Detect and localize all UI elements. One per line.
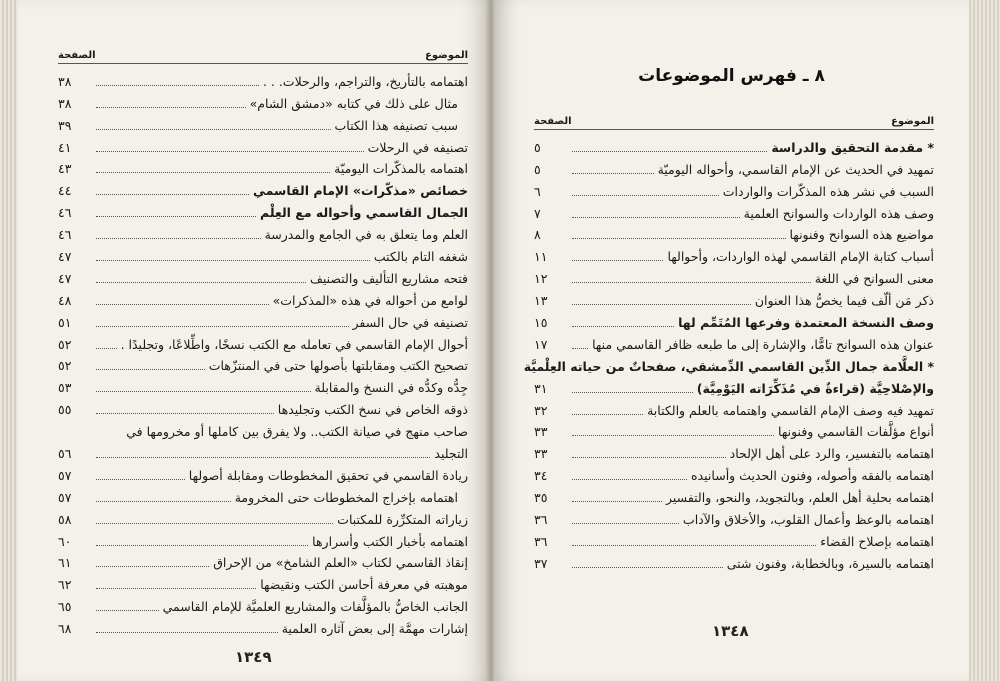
toc-entry: [58, 396, 468, 418]
toc-entry: [58, 528, 468, 550]
dot-leader: [96, 216, 256, 217]
toc-entry-title: زياراته المتكرِّرة للمكتبات: [337, 511, 468, 527]
toc-entry-title: اهتمامه بالتفسير، والرد على أهل الإلحاد: [729, 446, 934, 462]
toc-entry: [58, 68, 468, 90]
toc-entry: [534, 484, 934, 506]
dot-leader: [572, 282, 811, 283]
toc-entry: [534, 550, 934, 572]
toc-entry: [58, 265, 468, 287]
toc-entry: [58, 462, 468, 484]
dot-leader: [572, 435, 774, 436]
header-page: الصفحة: [58, 50, 96, 61]
toc-entry-title: اهتمامه بالوعظ وأعمال القلوب، والأخلاق والآداب: [682, 512, 934, 528]
dot-leader: [572, 151, 767, 152]
dot-leader: [96, 369, 205, 370]
toc-entry: [534, 309, 934, 331]
toc-entry: [58, 615, 468, 637]
toc-entry-page: ٦: [534, 183, 541, 199]
toc-entry-page: ٣٤: [534, 468, 548, 484]
toc-entry-title: تصحيح الكتب ومقابلتها بأصولها حتى في المنتزّهات: [208, 358, 468, 374]
toc-entry-title: فتحه مشاريع التأليف والتصنيف: [309, 270, 468, 286]
toc-rows: [523, 134, 934, 572]
toc-entry-page: ٣٧: [534, 555, 548, 571]
toc-entry-title: تمهيد فيه وصف الإمام القاسمي واهتمامه بالعلم والكتابة: [647, 402, 934, 418]
toc-entry-title: مثال على ذلك في كتابه «دمشق الشام»: [249, 95, 458, 111]
toc-entry-page: ١٢: [534, 271, 548, 287]
toc-entry: [534, 287, 934, 309]
dot-leader: [572, 479, 687, 480]
toc-entry: [534, 222, 934, 244]
dot-leader: [96, 523, 333, 524]
toc-entry-page: ١١: [534, 249, 548, 265]
toc-entry-page: ٣٣: [534, 446, 548, 462]
toc-entry-title: تصنيفه في حال السفر: [352, 314, 468, 330]
toc-entry-title: صاحب منهج في صيانة الكتب.. ولا يفرق بين كاملها أو مخرومها في: [126, 424, 468, 440]
dot-leader: [572, 260, 663, 261]
dot-leader: [572, 173, 654, 174]
dot-leader: [96, 304, 269, 305]
toc-entry-title: اهتمامه بإصلاح القضاء: [820, 533, 934, 549]
toc-entry-page: ٣٨: [58, 95, 72, 111]
toc-entry-page: ٦٠: [58, 533, 72, 549]
dot-leader: [572, 392, 693, 393]
toc-entry-title: سبب تصنيفه هذا الكتاب: [334, 117, 458, 133]
toc-entry-page: ٦١: [58, 555, 72, 571]
toc-entry-title: إنقاذ القاسمي لكتاب «العلم الشامخ» من الإحراق: [213, 555, 468, 571]
toc-entry-page: ٤٣: [58, 161, 72, 177]
dot-leader: [96, 129, 331, 130]
toc-rows: [58, 68, 468, 637]
toc-entry-title: إشارات مهمَّة إلى بعض آثاره العلمية: [281, 621, 468, 637]
dot-leader: [572, 414, 643, 415]
toc-entry-page: ٤٤: [58, 183, 72, 199]
toc-entry: [534, 331, 934, 353]
toc-entry-page: ٦٥: [58, 599, 72, 615]
toc-entry: [58, 156, 468, 178]
toc-entry-page: ٥٦: [58, 446, 72, 462]
toc-entry-page: ٦٢: [58, 577, 72, 593]
toc-entry-title: العلم وما يتعلق به في الجامع والمدرسة: [264, 227, 468, 243]
toc-entry-page: ٤١: [58, 139, 72, 155]
toc-entry: [58, 243, 468, 265]
header-topic: الموضوع: [891, 116, 934, 127]
toc-entry: [58, 199, 468, 221]
dot-leader: [96, 566, 209, 567]
toc-entry-title: السبب في نشر هذه المذكّرات والواردات: [722, 183, 934, 199]
page-edges-right: [969, 0, 1000, 681]
toc-entry-page: ٤٦: [58, 205, 72, 221]
toc-entry-title: وصف هذه الواردات والسوانح العلمية: [743, 205, 934, 221]
toc-entry: [534, 178, 934, 200]
toc-entry: [534, 397, 934, 419]
toc-entry-page: ٣٢: [534, 402, 548, 418]
dot-leader: [96, 457, 430, 458]
dot-leader: [572, 217, 740, 218]
toc-entry-page: ٥: [534, 139, 541, 155]
toc-entry-title: خصائص «مذكّرات» الإمام القاسمي: [253, 183, 468, 199]
toc-entry: [58, 331, 468, 353]
dot-leader: [96, 151, 364, 152]
toc-entry: [58, 112, 468, 134]
toc-entry: [58, 593, 468, 615]
toc-entry-title: اهتمامه بالتأريخ، والتراجم، والرحلات. . .: [262, 73, 468, 89]
toc-entry-title: اهتمامه بالسيرة، وبالخطابة، وفنون شتى: [726, 555, 934, 571]
dot-leader: [96, 348, 117, 349]
toc-entry-title: اهتمامه بالفقه وأصوله، وفنون الحديث وأسانيده: [691, 468, 934, 484]
toc-entry-title: شغفه التام بالكتب: [373, 249, 468, 265]
toc-entry: [534, 419, 934, 441]
toc-entry-page: ١٥: [534, 315, 548, 331]
dot-leader: [572, 348, 588, 349]
toc-entry: [58, 506, 468, 528]
toc-entry: [58, 177, 468, 199]
header-topic: الموضوع: [425, 50, 468, 61]
toc-entry-title: تصنيفه في الرحلات: [367, 139, 468, 155]
toc-entry-title: عنوان هذه السوانح تامًّا، والإشارة إلى ما طبعه ظافر القاسمي منها: [592, 336, 934, 352]
dot-leader: [96, 282, 306, 283]
toc-entry-title: اهتمامه بحلية أهل العلم، وبالتجويد، والنحو، والتفسير: [666, 490, 934, 506]
left-page: [18, 0, 488, 681]
page-number: ١٣٤٩: [235, 648, 272, 666]
toc-entry: [58, 418, 468, 440]
toc-entry-page: ٧: [534, 205, 541, 221]
toc-entry-title: التجليد: [434, 446, 468, 462]
dot-leader: [96, 632, 278, 633]
dot-leader: [96, 610, 159, 611]
dot-leader: [96, 391, 311, 392]
toc-entry-page: ٣٥: [534, 490, 548, 506]
toc-entry-title: أسباب كتابة الإمام القاسمي لهذه الواردات، وأحوالها: [667, 249, 934, 265]
toc-entry-title: ذوقه الخاص في نسخ الكتب وتجليدها: [277, 402, 468, 418]
toc-entry-title: الجمال القاسمي وأحواله مع العِلْم: [260, 205, 468, 221]
toc-entry-title: جِدُّه وكدُّه في النسخ والمقابلة: [314, 380, 468, 396]
dot-leader: [96, 260, 370, 261]
dot-leader: [96, 107, 246, 108]
toc-entry: [58, 374, 468, 396]
left-toc: [58, 50, 468, 637]
dot-leader: [572, 523, 679, 524]
toc-entry-page: ٥٨: [58, 511, 72, 527]
toc-entry: [58, 571, 468, 593]
toc-entry: [534, 134, 934, 156]
toc-entry: [534, 156, 934, 178]
toc-entry: [534, 200, 934, 222]
toc-entry-title: أنواع مؤلَّفات القاسمي وفنونها: [778, 424, 934, 440]
dot-leader: [572, 501, 662, 502]
toc-entry-page: ٥٣: [58, 380, 72, 396]
toc-entry-page: ٣٦: [534, 512, 548, 528]
toc-entry-title: اهتمامه بأخبار الكتب وأسرارها: [312, 533, 468, 549]
toc-entry-page: ٦٨: [58, 621, 72, 637]
toc-header: [534, 116, 934, 130]
dot-leader: [96, 238, 261, 239]
toc-entry-page: ٤٧: [58, 249, 72, 265]
toc-entry-page: ٥: [534, 161, 541, 177]
toc-entry-title: * مقدمة التحقيق والدراسة: [771, 139, 934, 155]
dot-leader: [96, 588, 256, 589]
dot-leader: [96, 479, 185, 480]
toc-entry-page: ١٧: [534, 336, 548, 352]
toc-entry-title: اهتمامه بإخراج المخطوطات حتى المخرومة: [234, 489, 458, 505]
toc-entry: [534, 243, 934, 265]
dot-leader: [572, 326, 674, 327]
toc-entry: [58, 134, 468, 156]
toc-entry-title: ذكر مَن ألّف فيما يخصُّ هذا العنوان: [754, 293, 934, 309]
toc-entry: [58, 221, 468, 243]
toc-entry: [534, 440, 934, 462]
toc-entry: [534, 506, 934, 528]
toc-entry: [58, 353, 468, 375]
toc-entry-page: ٤٦: [58, 227, 72, 243]
toc-entry-page: ٥١: [58, 314, 72, 330]
toc-entry-title: * العلَّامة جمال الدِّين القاسمي الدِّمشقي، صفحاتٌ من حياته العِلْميَّة: [523, 358, 934, 374]
page-edges-left: [0, 0, 18, 681]
dot-leader: [96, 326, 349, 327]
dot-leader: [572, 567, 723, 568]
toc-header: [58, 50, 468, 64]
page-title: ٨ ـ فهرس الموضوعات: [638, 66, 825, 86]
toc-entry: [534, 462, 934, 484]
toc-entry-title: أحوال الإمام القاسمي في تعامله مع الكتب نسخًا، واطِّلاعًا، وتجليدًا .: [120, 336, 468, 352]
dot-leader: [96, 194, 249, 195]
toc-entry-title: معنى السوانح في اللغة: [814, 271, 934, 287]
toc-entry-title: وصف النسخة المعتمدة وفرعها المُتَمِّم لها: [678, 315, 934, 331]
dot-leader: [572, 304, 751, 305]
toc-entry: [58, 440, 468, 462]
toc-entry: [58, 287, 468, 309]
toc-entry-page: ٣٣: [534, 424, 548, 440]
toc-entry-title: ريادة القاسمي في تحقيق المخطوطات ومقابلة أصولها: [188, 467, 468, 483]
toc-entry-page: ٥٧: [58, 489, 72, 505]
right-toc: [523, 116, 934, 572]
toc-entry: [58, 550, 468, 572]
toc-entry-title: موهبته في معرفة أحاسن الكتب ونقيضها: [260, 577, 468, 593]
header-page: الصفحة: [534, 116, 572, 127]
toc-entry-page: ٣٦: [534, 533, 548, 549]
toc-entry: [58, 484, 468, 506]
dot-leader: [96, 545, 308, 546]
toc-entry-title: اهتمامه بالمذكّرات اليوميّة: [334, 161, 468, 177]
toc-entry-page: ٨: [534, 227, 541, 243]
toc-entry-page: ٥٧: [58, 467, 72, 483]
right-page: [494, 0, 969, 681]
dot-leader: [572, 545, 816, 546]
toc-entry-page: ١٣: [534, 293, 548, 309]
dot-leader: [96, 501, 231, 502]
dot-leader: [572, 238, 786, 239]
dot-leader: [96, 172, 330, 173]
toc-entry-title: والإصْلاحِيَّة (قراءةٌ في مُذَكِّرَاته اليَوْمِيَّة): [696, 380, 934, 396]
toc-entry: [58, 90, 468, 112]
toc-entry-page: ٣٨: [58, 73, 72, 89]
toc-entry: [58, 309, 468, 331]
toc-entry-page: ٥٢: [58, 336, 72, 352]
toc-entry-page: ٣١: [534, 380, 548, 396]
toc-entry: [534, 265, 934, 287]
toc-entry-title: لوامع من أحواله في هذه «المذكرات»: [272, 292, 468, 308]
toc-entry-title: الجانب الخاصُّ بالمؤلَّفات والمشاريع العلميَّة للإمام القاسمي: [162, 599, 468, 615]
toc-entry-page: ٤٨: [58, 292, 72, 308]
toc-entry: [534, 528, 934, 550]
toc-entry: [534, 375, 934, 397]
dot-leader: [572, 195, 719, 196]
dot-leader: [572, 457, 726, 458]
toc-entry-page: ٣٩: [58, 117, 72, 133]
toc-entry-title: مواضيع هذه السوانح وفنونها: [789, 227, 934, 243]
toc-entry-page: ٥٢: [58, 358, 72, 374]
page-number: ١٣٤٨: [712, 622, 749, 640]
toc-entry-title: تمهيد في الحديث عن الإمام القاسمي، وأحواله اليوميّة: [657, 161, 934, 177]
dot-leader: [96, 413, 274, 414]
dot-leader: [96, 85, 259, 86]
toc-entry-page: ٤٧: [58, 270, 72, 286]
toc-entry-page: ٥٥: [58, 402, 72, 418]
toc-entry: [523, 353, 934, 375]
